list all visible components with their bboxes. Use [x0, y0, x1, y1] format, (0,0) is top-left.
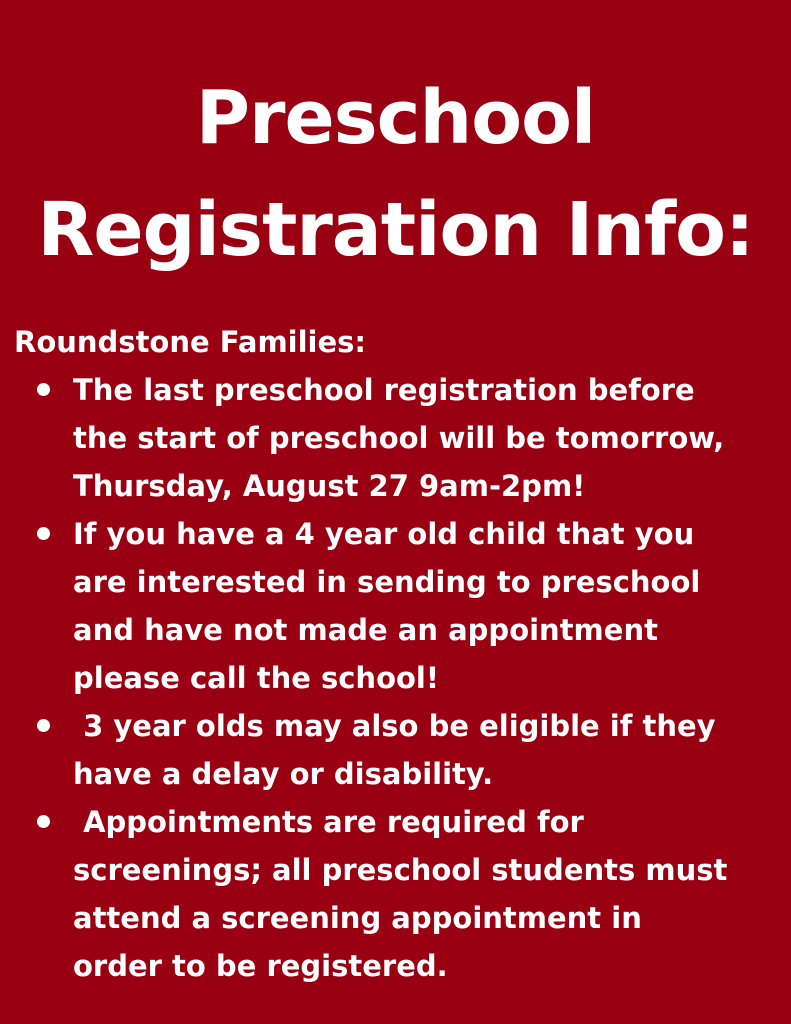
list-item-line: the start of preschool will be tomorrow, [73, 421, 725, 455]
list-item [0, 510, 791, 702]
bullet-dot-icon [37, 383, 50, 396]
list-item-line: Appointments are required for [73, 805, 584, 839]
list-item-line: Thursday, August 27 9am-2pm! [73, 469, 586, 503]
title-line-1: Preschool [195, 75, 596, 161]
list-item-line: order to be registered. [73, 949, 448, 983]
list-item-line: please call the school! [73, 661, 440, 695]
bullet-dot-icon [37, 719, 50, 732]
page-title [0, 62, 791, 286]
bullet-list [0, 366, 791, 990]
list-item-line: If you have a 4 year old child that you [73, 517, 695, 551]
list-item [0, 702, 791, 798]
list-item [0, 366, 791, 510]
bullet-dot-icon [37, 815, 50, 828]
list-item-line: and have not made an appointment [73, 613, 658, 647]
title-line-2: Registration Info: [37, 187, 754, 273]
list-item-line: attend a screening appointment in [73, 901, 642, 935]
list-item-line: 3 year olds may also be eligible if they [73, 709, 716, 743]
list-item [0, 798, 791, 990]
bullet-dot-icon [37, 527, 50, 540]
list-item-line: screenings; all preschool students must [73, 853, 728, 887]
list-item-line: have a delay or disability. [73, 757, 494, 791]
list-item-line: are interested in sending to preschool [73, 565, 701, 599]
list-item-line: The last preschool registration before [73, 373, 695, 407]
section-heading: Roundstone Families: [14, 325, 367, 359]
